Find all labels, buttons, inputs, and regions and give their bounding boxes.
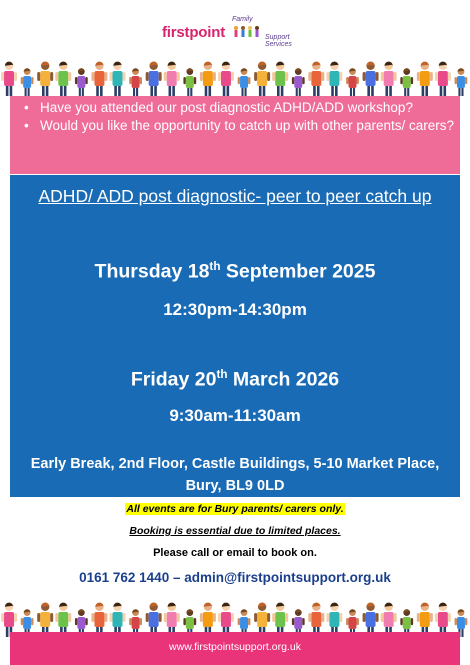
website-link[interactable]: www.firstpointsupport.org.uk — [169, 641, 301, 653]
person-figure — [400, 68, 413, 96]
person-figure — [129, 68, 142, 96]
person-figure — [1, 62, 17, 96]
event-title: ADHD/ ADD post diagnostic- peer to peer catch up — [38, 186, 432, 206]
person-figure — [435, 62, 451, 96]
person-figure — [200, 62, 216, 96]
person-figure — [164, 62, 180, 96]
logo — [162, 16, 312, 46]
person-figure — [308, 62, 324, 96]
person-figure — [75, 68, 88, 96]
event-date-1: Thursday 18th September 2025 — [94, 260, 376, 283]
question-list — [10, 96, 460, 134]
person-figure — [37, 62, 53, 96]
event-details-panel — [10, 175, 460, 497]
person-figure — [218, 62, 234, 96]
bullet-icon: • — [24, 118, 29, 133]
person-figure — [455, 68, 468, 96]
event-date-2: Friday 20th March 2026 — [130, 368, 340, 391]
question-item — [24, 118, 460, 134]
contact-details[interactable]: 0161 762 1440 – admin@firstpointsupport.org.uk — [79, 570, 391, 585]
event-time-1: 12:30pm-14:30pm — [163, 300, 307, 319]
event-venue: Early Break, 2nd Floor, Castle Buildings, 5-10 Market Place, Bury, BL9 0LD — [30, 456, 440, 494]
logo-text: firstpoint — [162, 24, 225, 41]
booking-note: Booking is essential due to limited places. — [129, 525, 341, 537]
bullet-icon: • — [24, 100, 29, 115]
people-illustration-top — [0, 52, 470, 96]
family-icon — [232, 25, 262, 41]
person-figure — [55, 62, 71, 96]
people-illustration-bottom — [0, 593, 470, 637]
person-figure — [363, 62, 379, 96]
person-figure — [381, 62, 397, 96]
person-figure — [110, 62, 126, 96]
person-figure — [417, 62, 433, 96]
person-figure — [326, 62, 342, 96]
person-figure — [21, 68, 34, 96]
event-time-2: 9:30am-11:30am — [169, 406, 301, 425]
question-text: Have you attended our post diagnostic ADHD/ADD workshop? — [40, 100, 413, 115]
person-figure — [91, 62, 107, 96]
person-figure — [272, 62, 288, 96]
person-figure — [254, 62, 270, 96]
header — [0, 0, 470, 95]
person-figure — [238, 68, 251, 96]
person-figure — [292, 68, 305, 96]
logo-subtitle-top: Family — [232, 16, 253, 23]
eligibility-note: All events are for Bury parents/ carers only. — [126, 503, 344, 515]
person-figure — [346, 68, 359, 96]
question-item — [24, 100, 460, 116]
person-figure — [146, 62, 162, 96]
question-text: Would you like the opportunity to catch up with other parents/ carers? — [40, 118, 454, 133]
footer-bar — [10, 632, 460, 665]
contact-prompt: Please call or email to book on. — [153, 547, 317, 559]
person-figure — [183, 68, 196, 96]
intro-questions-panel — [10, 96, 460, 174]
logo-subtitle-bottom: Support Services — [265, 34, 292, 48]
